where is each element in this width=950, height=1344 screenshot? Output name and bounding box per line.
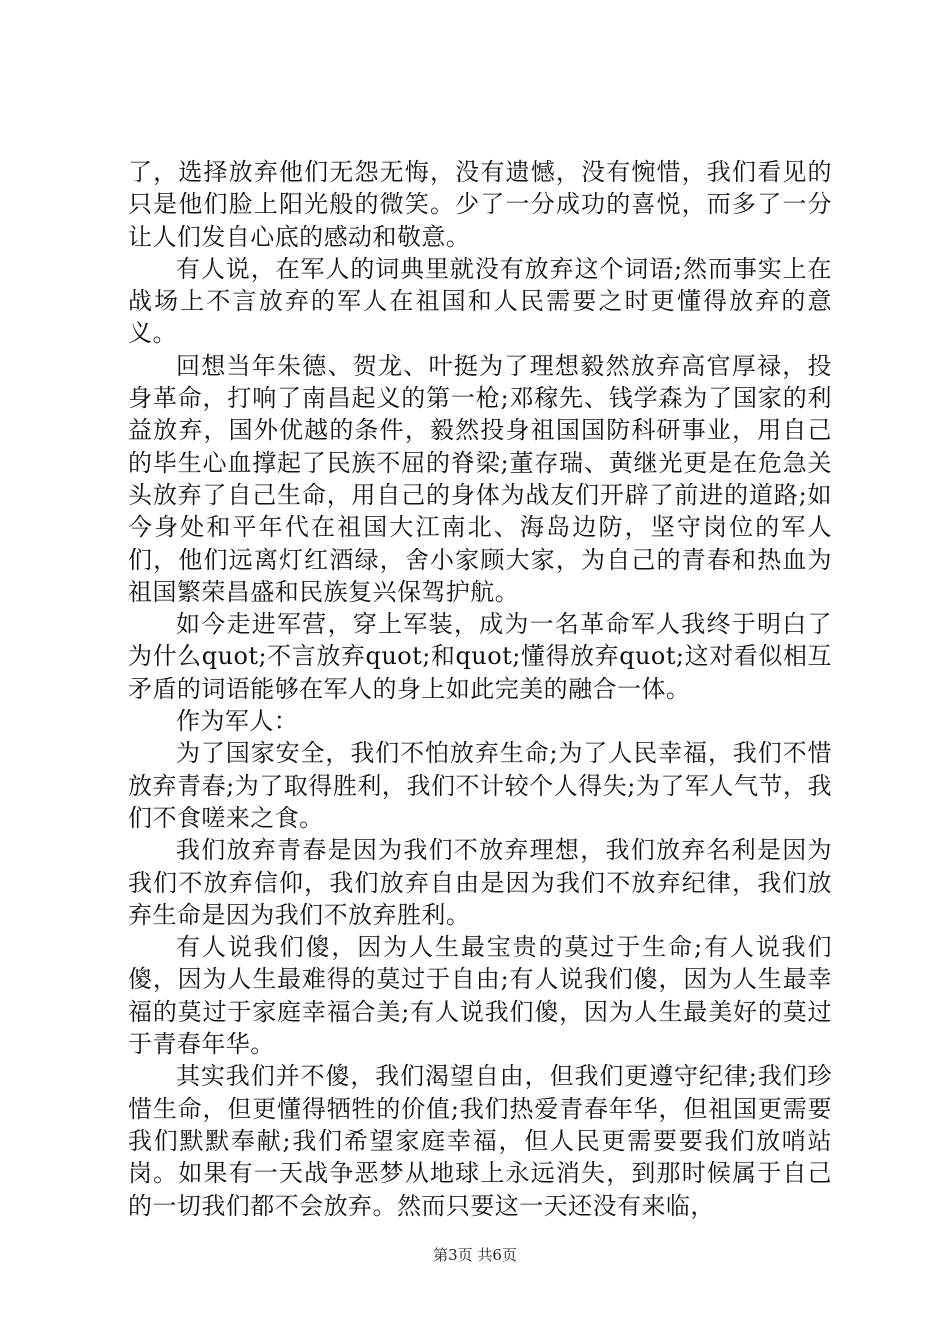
paragraph: 作为军人： [176,707,299,736]
paragraph: 我们放弃青春是因为我们不放弃理想，我们放弃名利是因为我们不放弃信仰，我们放弃自由是因为我们不放弃纪律，我们放弃生命是因为我们不放弃胜利。 [128,836,832,929]
body-text [128,156,832,1222]
page-number-footer: 第3页 共6页 [433,1246,517,1264]
paragraph: 回想当年朱德、贺龙、叶挺为了理想毅然放弃高官厚禄，投身革命，打响了南昌起义的第一枪;邓稼先、钱学森为了国家的利益放弃，国外优越的条件，毅然投身祖国国防科研事业，用自己的毕生心血撑起了民族不屈的脊梁;董存瑞、黄继光更是在危急关头放弃了自己生命，用自己的身体为战友们开辟了前进的道路;如今身处和平年代在祖国大江南北、海岛边防，坚守岗位的军人们，他们远离灯红酒绿，舍小家顾大家，为自己的青春和热血为祖国繁荣昌盛和民族复兴保驾护航。 [128,351,832,606]
paragraph: 有人说，在军人的词典里就没有放弃这个词语;然而事实上在战场上不言放弃的军人在祖国和人民需要之时更懂得放弃的意义。 [128,254,832,348]
paragraph: 如今走进军营，穿上军装，成为一名革命军人我终于明白了为什么quot;不言放弃quot;和quot;懂得放弃quot;这对看似相互矛盾的词语能够在军人的身上如此完美的融合一体。 [128,610,832,703]
paragraph: 有人说我们傻，因为人生最宝贵的莫过于生命;有人说我们傻，因为人生最难得的莫过于自由;有人说我们傻，因为人生最幸福的莫过于家庭幸福合美;有人说我们傻，因为人生最美好的莫过于青春年华。 [128,933,832,1059]
paragraph: 为了国家安全，我们不怕放弃生命;为了人民幸福，我们不惜放弃青春;为了取得胜利，我们不计较个人得失;为了军人气节，我们不食嗟来之食。 [128,739,832,832]
paragraph: 其实我们并不傻，我们渴望自由，但我们更遵守纪律;我们珍惜生命，但更懂得牺牲的价值;我们热爱青春年华，但祖国更需要我们默默奉献;我们希望家庭幸福，但人民更需要要我们放哨站岗。如果有一天战争恶梦从地球上永远消失，到那时候属于自己的一切我们都不会放弃。然而只要这一天还没有来临， [128,1062,832,1220]
paragraph-continuation: 了，选择放弃他们无怨无悔，没有遗憾，没有惋惜，我们看见的只是他们脸上阳光般的微笑。少了一分成功的喜悦，而多了一分让人们发自心底的感动和敬意。 [128,158,832,251]
